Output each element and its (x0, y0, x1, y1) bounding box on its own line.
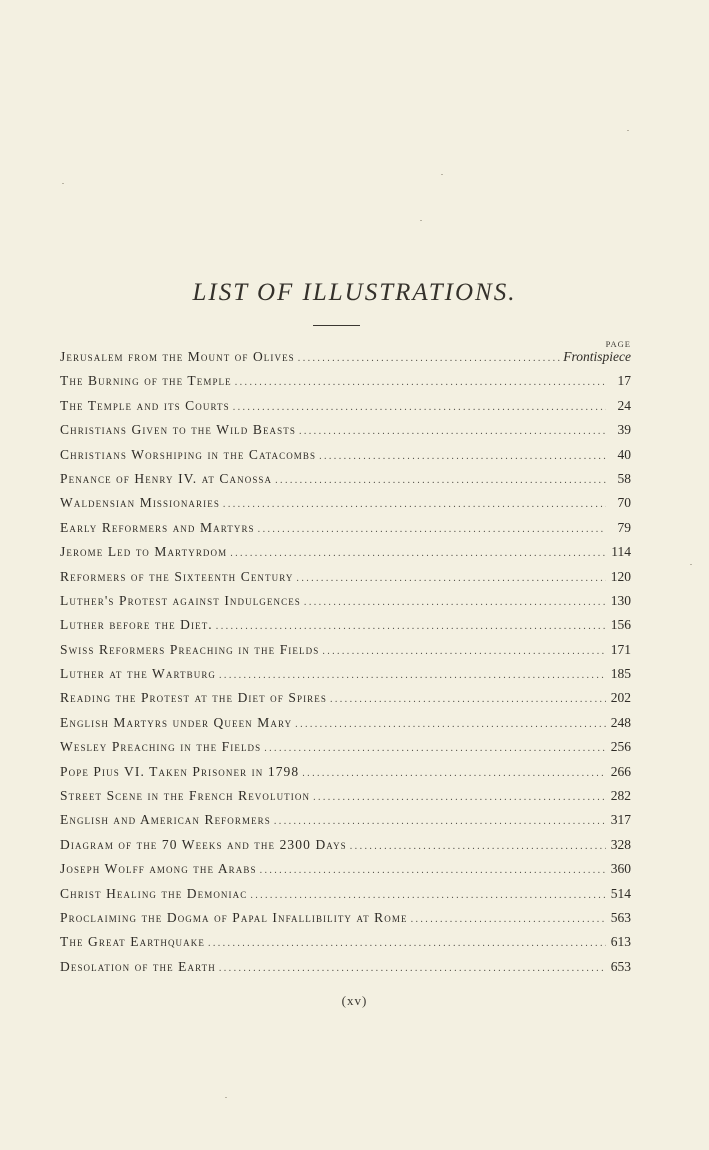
dot-leader (250, 890, 606, 901)
illustration-page-number: 653 (610, 958, 631, 974)
illustration-entry (60, 788, 631, 812)
illustration-page-number: 563 (610, 909, 631, 925)
illustration-entry (60, 422, 631, 446)
illustration-title: The Temple and its Courts (60, 397, 230, 413)
dot-leader (235, 377, 606, 388)
illustration-entry (60, 764, 631, 788)
dot-leader (295, 719, 606, 730)
illustration-entry (60, 544, 631, 568)
illustration-title: Luther's Protest against Indulgences (60, 592, 301, 608)
paper-speck (690, 564, 692, 565)
dot-leader (219, 963, 606, 974)
illustration-page-number: 114 (611, 544, 631, 560)
illustration-title: Penance of Henry IV. at Canossa (60, 470, 273, 486)
dot-leader (216, 621, 606, 632)
illustration-entry (60, 447, 631, 471)
illustration-entry (60, 569, 631, 593)
illustration-entry (60, 910, 631, 934)
dot-leader (296, 573, 606, 584)
illustration-entry (60, 837, 631, 861)
dot-leader (260, 865, 606, 876)
illustration-entry (60, 398, 631, 422)
illustration-entry (60, 690, 631, 714)
illustration-page-number: 24 (617, 397, 631, 413)
illustration-title: Christians Worshiping in the Catacombs (60, 446, 317, 462)
illustration-page-number: 266 (610, 763, 631, 779)
illustration-title: Early Reformers and Martyrs (60, 519, 255, 535)
dot-leader (233, 402, 606, 413)
illustration-page-number: 120 (610, 568, 631, 584)
illustration-page-number: 39 (617, 422, 631, 438)
illustration-entry (60, 861, 631, 885)
illustration-entry (60, 666, 631, 690)
dot-leader (219, 670, 606, 681)
illustration-title: Christians Given to the Wild Beasts (60, 422, 296, 438)
dot-leader (330, 694, 606, 705)
illustration-page-number: 17 (617, 373, 631, 389)
dot-leader (258, 524, 606, 535)
paper-speck (627, 130, 629, 131)
dot-leader (304, 597, 606, 608)
illustration-title: Pope Pius VI. Taken Prisoner in 1798 (60, 763, 300, 779)
illustration-page-number: 58 (617, 470, 631, 486)
illustration-title: Joseph Wolff among the Arabs (60, 861, 257, 877)
illustration-title: Proclaiming the Dogma of Papal Infallibility at Rome (60, 909, 408, 925)
illustration-entry (60, 959, 631, 983)
dot-leader (302, 768, 606, 779)
illustration-title: Desolation of the Earth (60, 958, 216, 974)
illustration-title: Wesley Preaching in the Fields (60, 739, 262, 755)
illustration-entry (60, 520, 631, 544)
illustration-page-number: 185 (610, 666, 631, 682)
dot-leader (264, 743, 606, 754)
illustration-entry (60, 617, 631, 641)
dot-leader (299, 426, 606, 437)
illustration-entry (60, 715, 631, 739)
illustration-title: Reading the Protest at the Diet of Spires (60, 690, 327, 706)
illustration-page-number: 256 (610, 739, 631, 755)
paper-speck (62, 183, 64, 184)
page-number: (xv) (341, 993, 368, 1008)
paper-speck (225, 1097, 227, 1098)
illustration-entry (60, 471, 631, 495)
dot-leader (274, 816, 606, 827)
dot-leader (223, 499, 606, 510)
dot-leader (319, 451, 606, 462)
illustration-page-number: 248 (610, 714, 631, 730)
dot-leader (275, 475, 606, 486)
illustration-entry (60, 495, 631, 519)
illustration-entry (60, 886, 631, 910)
illustration-title: Street Scene in the French Revolution (60, 788, 311, 804)
illustration-title: Jerome Led to Martyrdom (60, 544, 228, 560)
illustration-page-number: 514 (610, 885, 631, 901)
illustration-title: The Burning of the Temple (60, 373, 232, 389)
paper-speck (441, 174, 443, 175)
illustration-entry (60, 373, 631, 397)
illustration-title: Reformers of the Sixteenth Century (60, 568, 294, 584)
illustrations-list (60, 349, 631, 983)
illustration-page-number: 202 (610, 690, 631, 706)
illustration-title: Jerusalem from the Mount of Olives (60, 349, 295, 364)
illustration-title: English and American Reformers (60, 812, 271, 828)
illustration-page-number: 613 (610, 934, 631, 950)
illustration-entry (60, 934, 631, 958)
illustration-entry (60, 593, 631, 617)
illustration-page-number: Frontispiece (563, 349, 631, 364)
dot-leader (350, 841, 606, 852)
illustration-title: Christ Healing the Demoniac (60, 885, 248, 901)
illustration-title: Swiss Reformers Preaching in the Fields (60, 641, 320, 657)
illustration-page-number: 70 (617, 495, 631, 511)
illustration-title: Waldensian Missionaries (60, 495, 220, 511)
page-title: LIST OF ILLUSTRATIONS. (192, 279, 517, 306)
illustration-entry (60, 642, 631, 666)
illustration-title: Luther at the Wartburg (60, 666, 217, 682)
illustration-page-number: 156 (610, 617, 631, 633)
illustration-page-number: 171 (610, 641, 631, 657)
paper-speck (420, 220, 422, 221)
illustration-title: Diagram of the 70 Weeks and the 2300 Days (60, 836, 347, 852)
illustration-page-number: 328 (610, 836, 631, 852)
illustration-page-number: 317 (610, 812, 631, 828)
title-divider (313, 325, 360, 326)
illustration-title: English Martyrs under Queen Mary (60, 714, 293, 730)
illustration-page-number: 40 (617, 446, 631, 462)
illustration-page-number: 360 (610, 861, 631, 877)
dot-leader (208, 938, 606, 949)
dot-leader (322, 646, 606, 657)
illustration-title: The Great Earthquake (60, 934, 205, 950)
illustration-page-number: 282 (610, 788, 631, 804)
dot-leader (411, 914, 606, 925)
page-column-label: PAGE (605, 339, 631, 349)
illustration-entry (60, 349, 631, 373)
dot-leader (298, 353, 560, 364)
illustration-entry (60, 812, 631, 836)
dot-leader (230, 548, 606, 559)
illustration-page-number: 130 (610, 592, 631, 608)
illustration-page-number: 79 (617, 519, 631, 535)
dot-leader (313, 792, 606, 803)
illustration-entry (60, 739, 631, 763)
illustration-title: Luther before the Diet. (60, 617, 213, 633)
